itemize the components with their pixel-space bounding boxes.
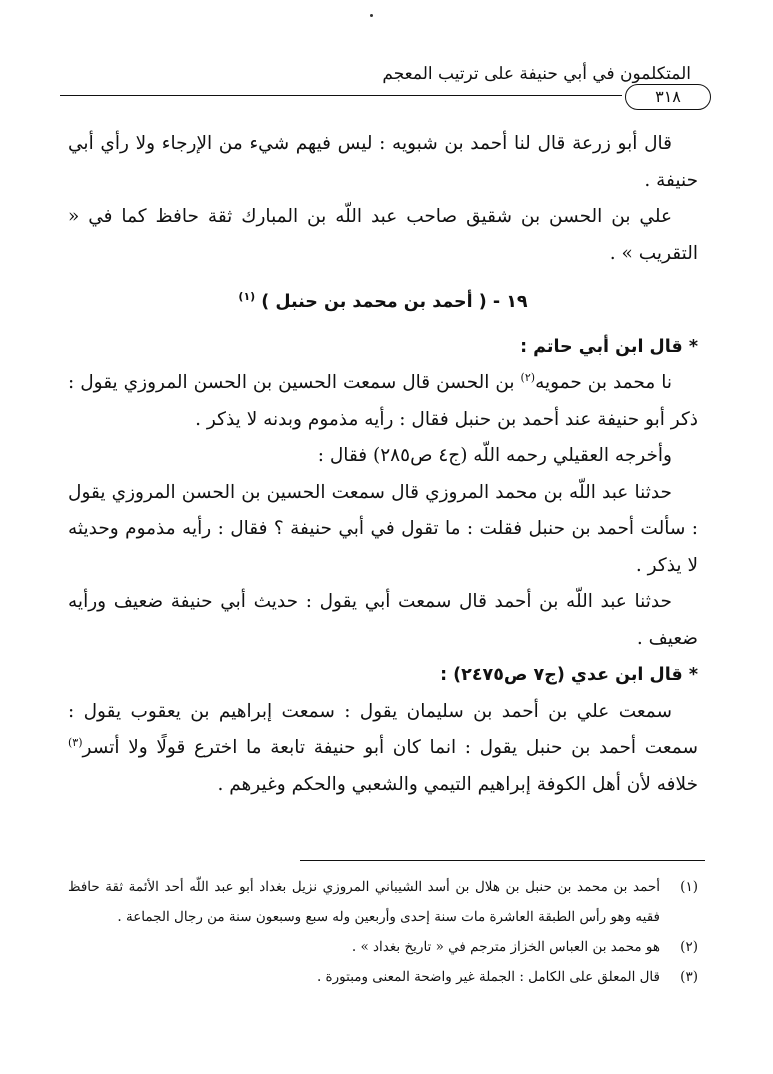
footnote-ref: (٢): [520, 370, 536, 384]
paragraph: [68, 694, 698, 804]
footnotes: [68, 872, 698, 992]
paragraph: قال أبو زرعة قال لنا أحمد بن شبويه : ليس فيهم شيء من الإرجاء ولا رأي أبي حنيفة .: [68, 133, 698, 191]
paragraph: حدثنا عبد اللّه بن أحمد قال سمعت أبي يقول : حديث أبي حنيفة ضعيف ورأيه ضعيف .: [68, 591, 698, 649]
paragraph-part: سمعت علي بن أحمد بن سليمان يقول : سمعت إبراهيم بن يعقوب يقول : سمعت أحمد بن حنبل يقول : انما كان أبو حنيفة تابعة ما اخترع قولًا ولا أتسر: [68, 700, 698, 758]
paragraph: علي بن الحسن بن شقيق صاحب عبد اللّه بن المبارك ثقة حافظ كما في « التقريب » .: [68, 206, 698, 264]
heading-name: ( أحمد بن محمد بن حنبل ): [261, 292, 487, 312]
heading-number: ١٩ -: [486, 292, 528, 312]
footnote: [68, 932, 698, 962]
paragraph-part: بن الحسن قال سمعت الحسين بن الحسن المروزي يقول : ذكر أبو حنيفة عند أحمد بن حنبل فقال : رأيه مذموم وبدنه لا يذكر .: [68, 372, 698, 430]
footnote-number: (٢): [680, 939, 698, 955]
subheading: * قال ابن أبي حاتم :: [520, 336, 698, 357]
paragraph: وأخرجه العقيلي رحمه اللّه (ج٤ ص٢٨٥) فقال :: [317, 445, 672, 466]
footnote-ref: (٣): [68, 735, 83, 749]
top-dot-mark: [370, 14, 373, 17]
subheading: * قال ابن عدي (ج٧ ص٢٤٧٥) :: [440, 665, 698, 685]
paragraph-part: نا محمد بن حمويه: [535, 372, 672, 393]
paragraph: حدثنا عبد اللّه بن محمد المروزي قال سمعت الحسين بن الحسن المروزي يقول : سألت أحمد بن حنبل فقلت : ما تقول في أبي حنيفة ؟ فقال : رأيه مذموم وحديثه لا يذكر .: [68, 481, 698, 576]
paragraph-part: خلافه لأن أهل الكوفة إبراهيم التيمي والشعبي والحكم وغيرهم .: [217, 773, 698, 795]
footnote-text: هو محمد بن العباس الخزاز مترجم في « تاريخ بغداد » .: [351, 939, 660, 955]
paragraph: [68, 365, 698, 438]
header-rule: [60, 95, 622, 96]
footnote-number: (٣): [680, 969, 698, 985]
footnote-text: أحمد بن محمد بن حنبل بن هلال بن أسد الشيباني المروزي نزيل بغداد أبو عبد اللّه أحد الأئمة ثقة حافظ فقيه وهو رأس الطبقة العاشرة مات سنة إحدى وأربعين وله سبع وسبعون سنة من رجال الجماعة .: [68, 879, 660, 925]
running-title: المتكلمون في أبي حنيفة على ترتيب المعجم: [382, 64, 691, 84]
footnote-rule: [300, 860, 705, 861]
footnote-ref: (١): [238, 290, 256, 304]
footnote-number: (١): [680, 879, 698, 895]
footnote: [68, 872, 698, 932]
main-text: [68, 126, 698, 803]
section-heading: [68, 284, 698, 321]
footnote: [68, 962, 698, 992]
page-number: ٣١٨: [625, 84, 711, 110]
footnote-text: قال المعلق على الكامل : الجملة غير واضحة المعنى ومبتورة .: [316, 969, 660, 985]
